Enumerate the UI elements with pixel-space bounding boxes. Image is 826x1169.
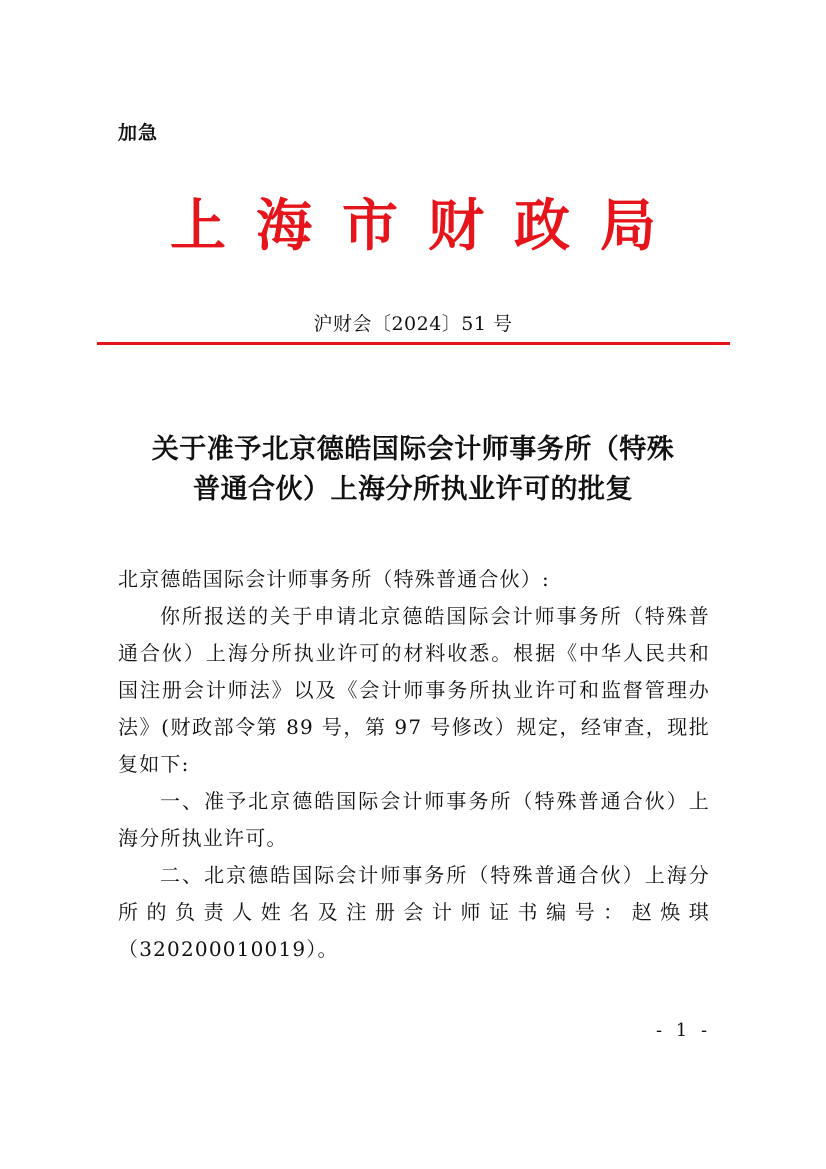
urgency-label: 加急 [118, 122, 159, 144]
salutation: 北京德皓国际会计师事务所（特殊普通合伙）: [118, 567, 550, 591]
issuing-agency-title: 上海市财政局 [170, 193, 686, 259]
body-paragraph-1: 你所报送的关于申请北京德皓国际会计师事务所（特殊普通合伙）上海分所执业许可的材料收悉。根据《中华人民共和国注册会计师法》以及《会计师事务所执业许可和监督管理办法》(财政部令第 89 号，第 97 号修改）规定，经审查，现批复如下: [118, 604, 710, 776]
body-item-1: 一、准予北京德皓国际会计师事务所（特殊普通合伙）上海分所执业许可。 [118, 789, 710, 850]
document-title [100, 430, 726, 510]
document-body [118, 561, 710, 968]
page-number: - 1 - [656, 1020, 712, 1041]
body-item-2: 二、北京德皓国际会计师事务所（特殊普通合伙）上海分所的负责人姓名及注册会计师证书编号：赵焕琪（320200010019）。 [118, 863, 710, 961]
document-number: 沪财会〔2024〕51 号 [313, 313, 513, 335]
document-title-line-2: 普通合伙）上海分所执业许可的批复 [193, 474, 633, 505]
document-title-line-1: 关于准予北京德皓国际会计师事务所（特殊 [151, 434, 675, 465]
red-separator-line [97, 342, 730, 345]
